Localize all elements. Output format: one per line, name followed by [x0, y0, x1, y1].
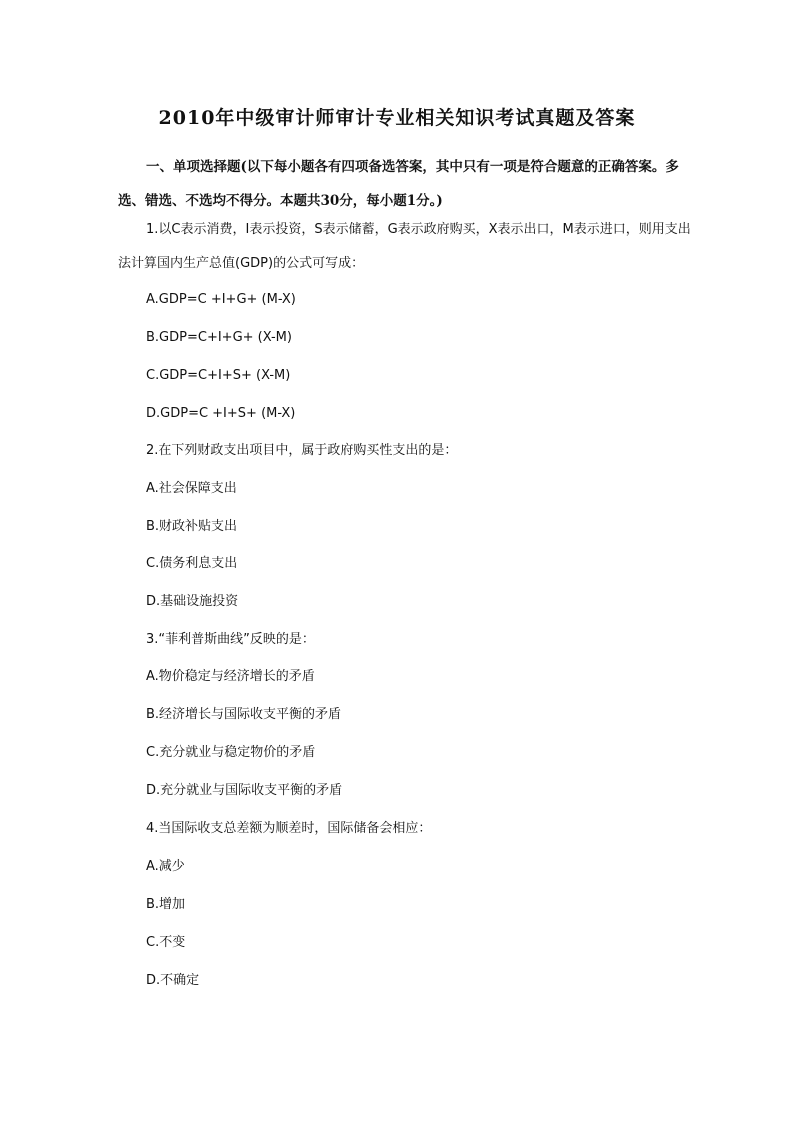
answer-option: D.不确定 [146, 973, 200, 988]
answer-option: D.GDP=C +I+S+ (M-X) [146, 406, 296, 421]
question-stem: 2.在下列财政支出项目中，属于政府购买性支出的是： [146, 443, 458, 458]
answer-option: B.GDP=C+I+G+ (X-M) [146, 330, 292, 345]
answer-option: D.基础设施投资 [146, 594, 239, 609]
answer-option: C.充分就业与稳定物价的矛盾 [146, 745, 316, 760]
question-stem: 4.当国际收支总差额为顺差时，国际储备会相应： [146, 821, 432, 836]
answer-option: A.物价稳定与经济增长的矛盾 [146, 669, 315, 684]
answer-option: A.GDP=C +I+G+ (M-X) [146, 292, 296, 307]
answer-option: C.不变 [146, 935, 186, 950]
question-stem: 3.“菲利普斯曲线”反映的是： [146, 632, 315, 647]
answer-option: B.财政补贴支出 [146, 519, 238, 534]
answer-option: D.充分就业与国际收支平衡的矛盾 [146, 783, 343, 798]
answer-option: B.增加 [146, 897, 186, 912]
section-heading: 一、单项选择题(以下每小题各有四项备选答案，其中只有一项是符合题意的正确答案。多选、错选、不选均不得分。本题共30分，每小题1分。) [118, 159, 679, 209]
answer-option: C.GDP=C+I+S+ (X-M) [146, 368, 291, 383]
answer-option: A.社会保障支出 [146, 481, 237, 496]
answer-option: B.经济增长与国际收支平衡的矛盾 [146, 707, 342, 722]
answer-option: C.债务利息支出 [146, 556, 238, 571]
document-title: 2010年中级审计师审计专业相关知识考试真题及答案 [158, 107, 636, 129]
question-stem: 1.以C表示消费，I表示投资，S表示储蓄，G表示政府购买，X表示出口，M表示进口，则用支出法计算国内生产总值(GDP)的公式可写成： [118, 222, 691, 271]
answer-option: A.减少 [146, 859, 185, 874]
